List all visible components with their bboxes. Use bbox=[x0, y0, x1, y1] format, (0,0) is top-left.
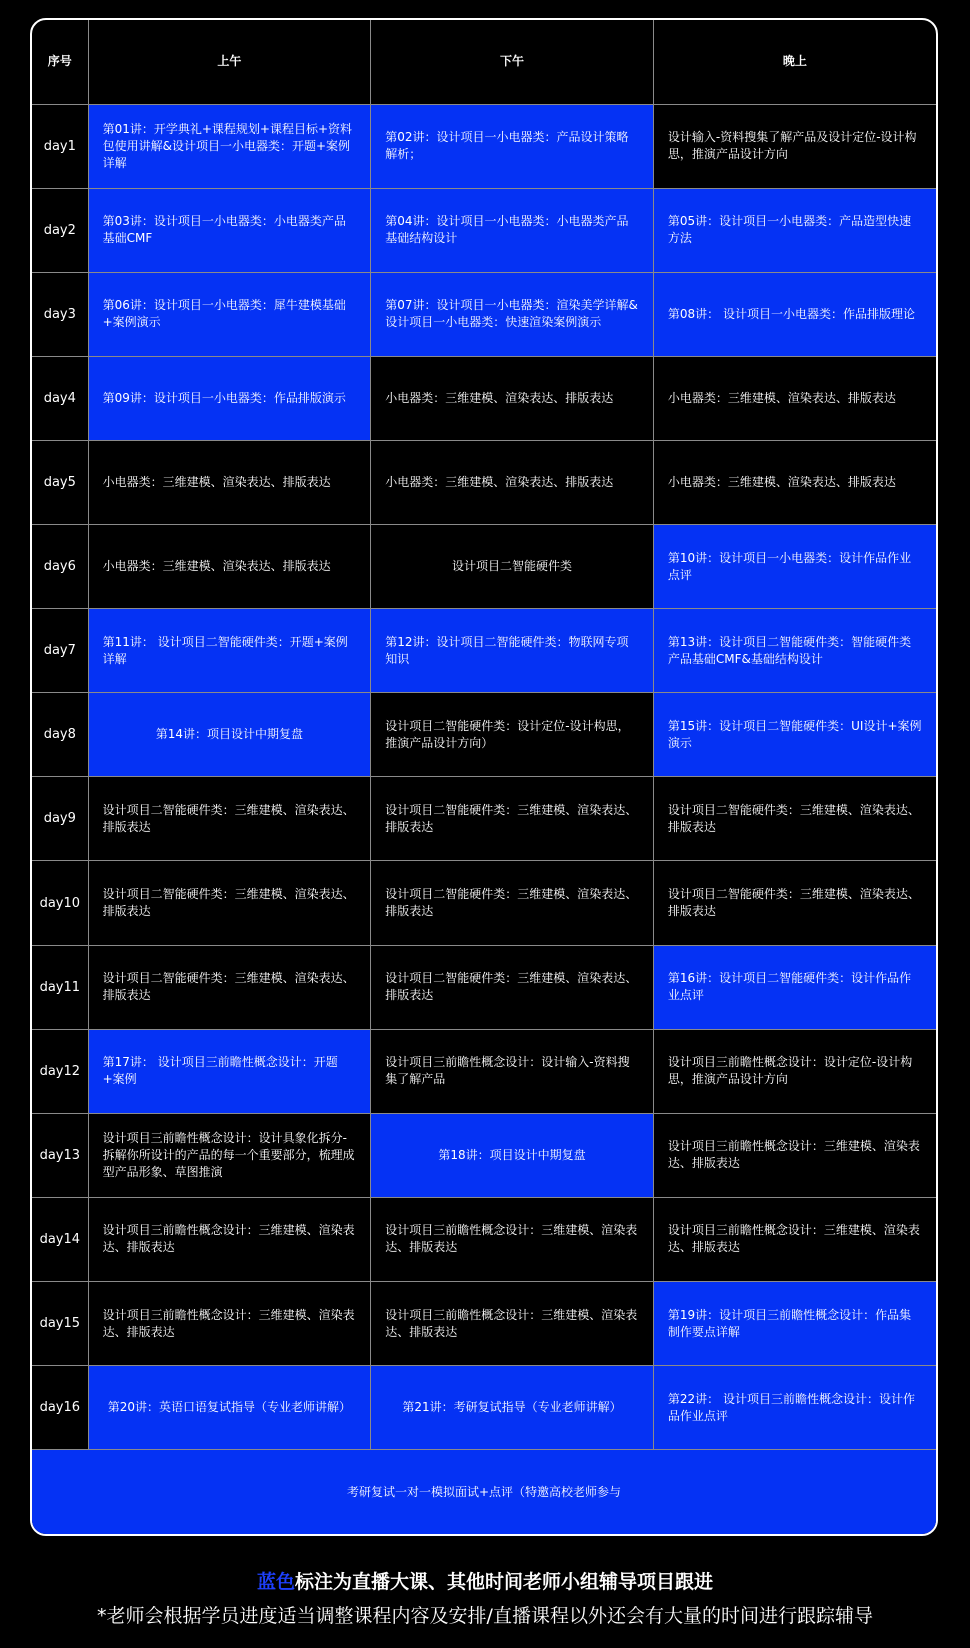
day-label: day2 bbox=[32, 188, 88, 272]
header-morning: 上午 bbox=[88, 20, 371, 104]
afternoon-cell: 设计项目二智能硬件类：三维建模、渲染表达、排版表达 bbox=[371, 945, 654, 1029]
table-header-row bbox=[32, 20, 936, 104]
day-label: day4 bbox=[32, 356, 88, 440]
table-row bbox=[32, 356, 936, 440]
header-index: 序号 bbox=[32, 20, 88, 104]
afternoon-cell: 第02讲：设计项目一小电器类：产品设计策略解析； bbox=[371, 104, 654, 188]
day-label: day12 bbox=[32, 1029, 88, 1113]
evening-cell: 设计项目二智能硬件类：三维建模、渲染表达、排版表达 bbox=[653, 777, 936, 861]
day-label: day11 bbox=[32, 945, 88, 1029]
table-row bbox=[32, 609, 936, 693]
afternoon-cell: 设计项目二智能硬件类：三维建模、渲染表达、排版表达 bbox=[371, 777, 654, 861]
header-afternoon: 下午 bbox=[371, 20, 654, 104]
table-row bbox=[32, 272, 936, 356]
table-row bbox=[32, 1197, 936, 1281]
morning-cell: 第01讲：开学典礼+课程规划+课程目标+资料包使用讲解&设计项目一小电器类：开题+案例详解 bbox=[88, 104, 371, 188]
legend-note bbox=[0, 1568, 970, 1596]
afternoon-cell: 第12讲：设计项目二智能硬件类：物联网专项知识 bbox=[371, 609, 654, 693]
afternoon-cell: 设计项目二智能硬件类：设计定位-设计构思，推演产品设计方向） bbox=[371, 693, 654, 777]
morning-cell: 设计项目二智能硬件类：三维建模、渲染表达、排版表达 bbox=[88, 777, 371, 861]
day-label: day5 bbox=[32, 440, 88, 524]
table-footer-row bbox=[32, 1450, 936, 1534]
table-row bbox=[32, 1366, 936, 1450]
evening-cell: 第16讲：设计项目二智能硬件类：设计作品作业点评 bbox=[653, 945, 936, 1029]
legend-text: 标注为直播大课、其他时间老师小组辅导项目跟进 bbox=[295, 1571, 714, 1593]
morning-cell: 小电器类：三维建模、渲染表达、排版表达 bbox=[88, 525, 371, 609]
morning-cell: 设计项目三前瞻性概念设计：三维建模、渲染表达、排版表达 bbox=[88, 1197, 371, 1281]
day-label: day16 bbox=[32, 1366, 88, 1450]
evening-cell: 小电器类：三维建模、渲染表达、排版表达 bbox=[653, 356, 936, 440]
afternoon-cell: 第07讲：设计项目一小电器类：渲染美学详解&设计项目一小电器类：快速渲染案例演示 bbox=[371, 272, 654, 356]
evening-cell: 设计项目二智能硬件类：三维建模、渲染表达、排版表达 bbox=[653, 861, 936, 945]
table-row bbox=[32, 1029, 936, 1113]
morning-cell: 第09讲：设计项目一小电器类：作品排版演示 bbox=[88, 356, 371, 440]
evening-cell: 第15讲：设计项目二智能硬件类：UI设计+案例演示 bbox=[653, 693, 936, 777]
table-row bbox=[32, 1282, 936, 1366]
legend-highlight: 蓝色 bbox=[256, 1571, 295, 1593]
day-label: day14 bbox=[32, 1197, 88, 1281]
day-label: day7 bbox=[32, 609, 88, 693]
day-label: day6 bbox=[32, 525, 88, 609]
table-row bbox=[32, 861, 936, 945]
morning-cell: 设计项目三前瞻性概念设计：设计具象化拆分-拆解你所设计的产品的每一个重要部分，梳理成型产品形象、草图推演 bbox=[88, 1113, 371, 1197]
table-row bbox=[32, 945, 936, 1029]
table-row bbox=[32, 777, 936, 861]
table-row bbox=[32, 188, 936, 272]
afternoon-cell: 小电器类：三维建模、渲染表达、排版表达 bbox=[371, 356, 654, 440]
evening-cell: 第19讲：设计项目三前瞻性概念设计：作品集制作要点详解 bbox=[653, 1282, 936, 1366]
morning-cell: 设计项目二智能硬件类：三维建模、渲染表达、排版表达 bbox=[88, 945, 371, 1029]
day-label: day10 bbox=[32, 861, 88, 945]
evening-cell: 小电器类：三维建模、渲染表达、排版表达 bbox=[653, 440, 936, 524]
afternoon-cell: 第18讲：项目设计中期复盘 bbox=[371, 1113, 654, 1197]
morning-cell: 小电器类：三维建模、渲染表达、排版表达 bbox=[88, 440, 371, 524]
morning-cell: 第14讲：项目设计中期复盘 bbox=[88, 693, 371, 777]
afternoon-cell: 设计项目二智能硬件类 bbox=[371, 525, 654, 609]
day-label: day13 bbox=[32, 1113, 88, 1197]
table-row bbox=[32, 525, 936, 609]
disclaimer-note: *老师会根据学员进度适当调整课程内容及安排/直播课程以外还会有大量的时间进行跟踪辅导 bbox=[97, 1605, 873, 1627]
evening-cell: 第08讲： 设计项目一小电器类：作品排版理论 bbox=[653, 272, 936, 356]
schedule-table bbox=[32, 20, 936, 1534]
afternoon-cell: 第21讲：考研复试指导（专业老师讲解） bbox=[371, 1366, 654, 1450]
evening-cell: 第22讲： 设计项目三前瞻性概念设计：设计作品作业点评 bbox=[653, 1366, 936, 1450]
evening-cell: 第10讲：设计项目一小电器类：设计作品作业点评 bbox=[653, 525, 936, 609]
table-row bbox=[32, 1113, 936, 1197]
day-label: day9 bbox=[32, 777, 88, 861]
header-evening: 晚上 bbox=[653, 20, 936, 104]
notes bbox=[0, 1568, 970, 1630]
evening-cell: 设计输入-资料搜集了解产品及设计定位-设计构思，推演产品设计方向 bbox=[653, 104, 936, 188]
morning-cell: 第06讲：设计项目一小电器类：犀牛建模基础+案例演示 bbox=[88, 272, 371, 356]
table-row bbox=[32, 104, 936, 188]
footer-cell: 考研复试一对一模拟面试+点评（特邀高校老师参与 bbox=[32, 1450, 936, 1534]
day-label: day1 bbox=[32, 104, 88, 188]
day-label: day15 bbox=[32, 1282, 88, 1366]
afternoon-cell: 设计项目二智能硬件类：三维建模、渲染表达、排版表达 bbox=[371, 861, 654, 945]
afternoon-cell: 小电器类：三维建模、渲染表达、排版表达 bbox=[371, 440, 654, 524]
schedule-table-container bbox=[30, 18, 938, 1536]
morning-cell: 第11讲： 设计项目二智能硬件类：开题+案例详解 bbox=[88, 609, 371, 693]
evening-cell: 设计项目三前瞻性概念设计：设计定位-设计构思，推演产品设计方向 bbox=[653, 1029, 936, 1113]
afternoon-cell: 设计项目三前瞻性概念设计：三维建模、渲染表达、排版表达 bbox=[371, 1282, 654, 1366]
day-label: day8 bbox=[32, 693, 88, 777]
evening-cell: 第13讲：设计项目二智能硬件类：智能硬件类产品基础CMF&基础结构设计 bbox=[653, 609, 936, 693]
morning-cell: 设计项目三前瞻性概念设计：三维建模、渲染表达、排版表达 bbox=[88, 1282, 371, 1366]
afternoon-cell: 设计项目三前瞻性概念设计：三维建模、渲染表达、排版表达 bbox=[371, 1197, 654, 1281]
evening-cell: 设计项目三前瞻性概念设计：三维建模、渲染表达、排版表达 bbox=[653, 1113, 936, 1197]
morning-cell: 第17讲： 设计项目三前瞻性概念设计：开题+案例 bbox=[88, 1029, 371, 1113]
morning-cell: 设计项目二智能硬件类：三维建模、渲染表达、排版表达 bbox=[88, 861, 371, 945]
morning-cell: 第03讲：设计项目一小电器类：小电器类产品基础CMF bbox=[88, 188, 371, 272]
table-row bbox=[32, 440, 936, 524]
afternoon-cell: 设计项目三前瞻性概念设计：设计输入-资料搜集了解产品 bbox=[371, 1029, 654, 1113]
evening-cell: 第05讲：设计项目一小电器类：产品造型快速方法 bbox=[653, 188, 936, 272]
morning-cell: 第20讲：英语口语复试指导（专业老师讲解） bbox=[88, 1366, 371, 1450]
afternoon-cell: 第04讲：设计项目一小电器类：小电器类产品基础结构设计 bbox=[371, 188, 654, 272]
table-row bbox=[32, 693, 936, 777]
day-label: day3 bbox=[32, 272, 88, 356]
evening-cell: 设计项目三前瞻性概念设计：三维建模、渲染表达、排版表达 bbox=[653, 1197, 936, 1281]
